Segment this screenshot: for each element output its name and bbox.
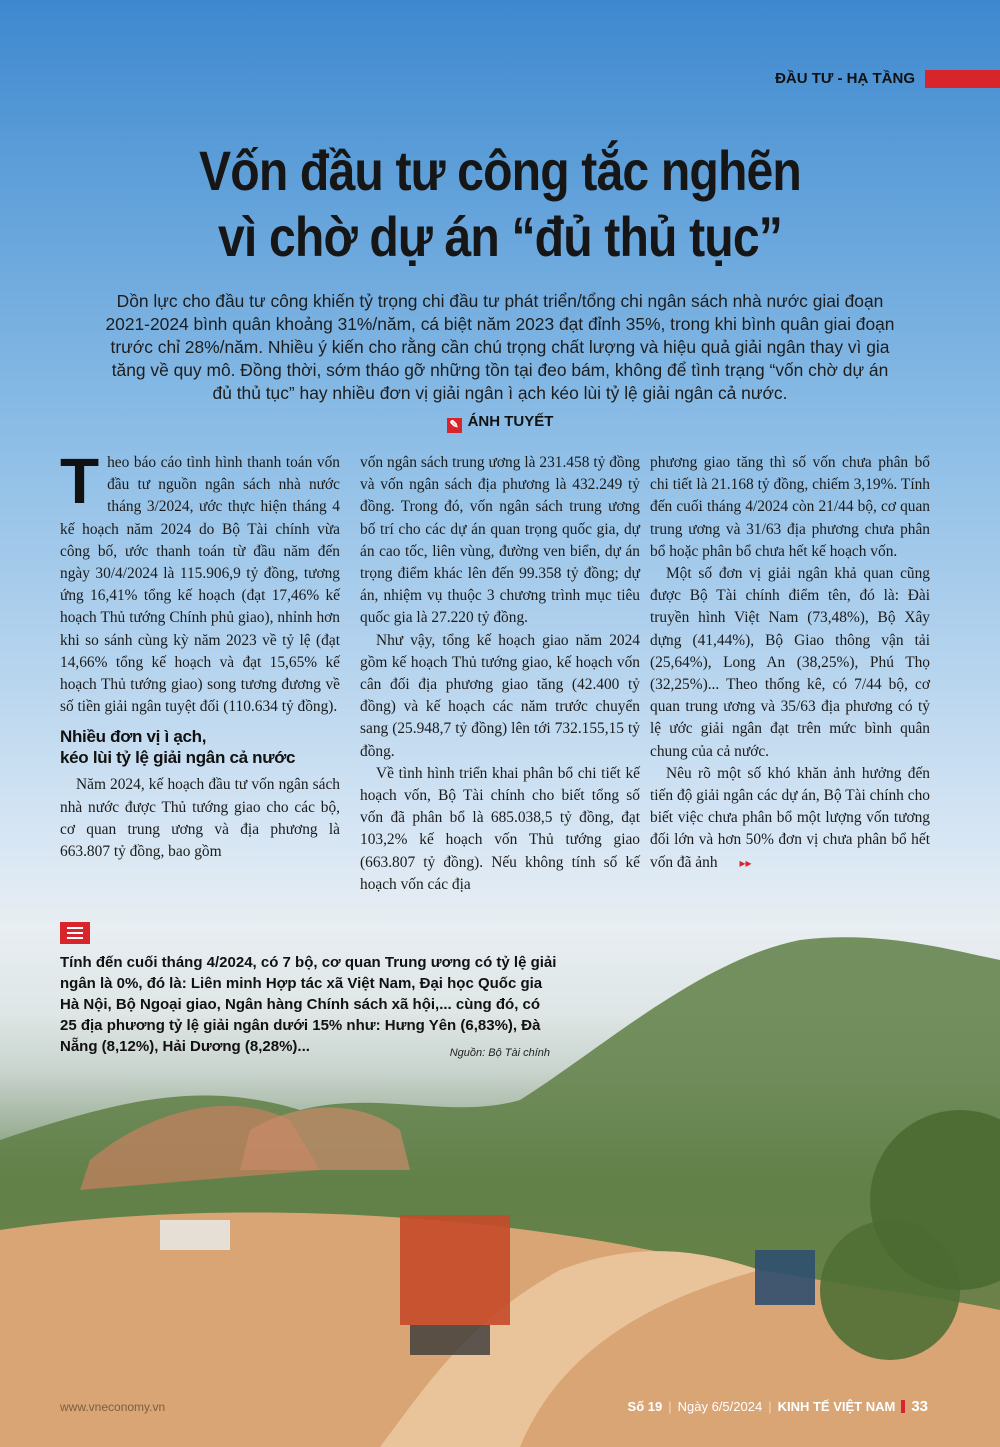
paragraph: Năm 2024, kế hoạch đầu tư vốn ngân sách nhà nước được Thủ tướng giao cho các bộ, cơ quan trung ương và địa phương là 663.807 tỷ đồng, bao gồm — [60, 776, 340, 861]
highlight-box-source: Nguồn: Bộ Tài chính — [449, 1047, 550, 1059]
footer-date: Ngày 6/5/2024 — [677, 1399, 763, 1414]
footer-marker — [901, 1400, 905, 1413]
body-column-3 — [650, 452, 930, 874]
subheading — [60, 726, 340, 768]
subheading-line-2: kéo lùi tỷ lệ giải ngân cả nước — [60, 748, 296, 768]
paragraph: vốn ngân sách trung ương là 231.458 tỷ đồng và vốn ngân sách địa phương là 432.249 tỷ đồng. Trong đó, vốn ngân sách trung ương bố trí cho các dự án quan trọng quốc gia, dự án cao tốc, liên vùng, đường ven biển, dự án trọng điểm khác lên đến 99.358 tỷ đồng; dự án, nhiệm vụ thuộc 3 chương trình mục tiêu quốc gia là 27.220 tỷ đồng. — [360, 454, 640, 627]
paragraph: Như vậy, tổng kế hoạch giao năm 2024 gồm kế hoạch Thủ tướng giao, kế hoạch vốn cân đối địa phương giao tăng (42.400 tỷ đồng) và kế hoạch các năm trước chuyển sang (25.948,7 tỷ đồng) lên tới 732.155,15 tỷ đồng. — [360, 631, 640, 760]
body-column-2 — [360, 452, 640, 896]
author-name: ÁNH TUYẾT — [467, 413, 554, 430]
article-lead: Dồn lực cho đầu tư công khiến tỷ trọng chi đầu tư phát triển/tổng chi ngân sách nhà nước giai đoạn 2021-2024 bình quân khoảng 31%/năm, cá biệt năm 2023 đạt đỉnh 35%, trong khi bình quân giai đoạn trước chỉ 28%/năm. Nhiều ý kiến cho rằng cần chú trọng chất lượng và hiệu quả giải ngân thay vì gia tăng về quy mô. Đồng thời, sớm tháo gỡ những tồn tại đeo bám, không để tình trạng “vốn chờ dự án đủ thủ tục” hay nhiều đơn vị giải ngân ì ạch kéo lùi tỷ lệ giải ngân cả nước. — [105, 291, 895, 403]
subheading-line-1: Nhiều đơn vị ì ạch, — [60, 727, 207, 747]
footer-magazine: KINH TẾ VIỆT NAM — [777, 1399, 896, 1414]
footer-issue: Số 19 — [627, 1399, 663, 1414]
section-label: ĐẦU TƯ - HẠ TẦNG — [775, 70, 915, 87]
highlight-box-text: Tính đến cuối tháng 4/2024, có 7 bộ, cơ quan Trung ương có tỷ lệ giải ngân là 0%, đó là: Liên minh Hợp tác xã Việt Nam, Đại học Quốc gia Hà Nội, Bộ Ngoại giao, Ngân hàng Chính sách xã hội,... cùng đó, có 25 địa phương tỷ lệ giải ngân dưới 15% như: Hưng Yên (6,83%), Đà Nẵng (8,12%), Hải Dương (8,28%)... — [60, 954, 557, 1055]
paragraph — [650, 763, 930, 874]
paragraph-text: Nêu rõ một số khó khăn ảnh hưởng đến tiến độ giải ngân các dự án, Bộ Tài chính cho biết việc chưa phân bổ một lượng vốn tương đối lớn và hơn 50% đơn vị chưa phân bổ hết vốn đã ảnh — [650, 764, 930, 871]
article-title — [122, 138, 879, 270]
body-column-1 — [60, 445, 340, 863]
note-list-icon — [60, 922, 90, 944]
drop-cap: T — [60, 445, 100, 517]
paragraph: heo báo cáo tình hình thanh toán vốn đầu tư nguồn ngân sách nhà nước tháng 3/2024, ước thực hiện tháng 4 kế hoạch năm 2024 do Bộ Tài chính vừa công bố, ước thanh toán từ đầu năm đến ngày 30/4/2024 là 115.906,9 tỷ đồng, tương ứng 16,41% tổng kế hoạch (đạt 17,46% kế hoạch Thủ tướng Chính phủ giao), nhỉnh hơn khi so sánh cùng kỳ năm 2023 về tỷ lệ (đạt 14,66% tổng kế hoạch và đạt 15,65% kế hoạch Thủ tướng giao) song tương đương về số tiền giải ngân tuyệt đối (110.634 tỷ đồng). — [60, 454, 340, 716]
continue-arrow-icon: ▸▸ — [739, 855, 752, 870]
page-number: 33 — [911, 1398, 928, 1415]
author-byline — [0, 413, 1000, 433]
title-line-2: vì chờ dự án “đủ thủ tục” — [218, 205, 782, 268]
paragraph: phương giao tăng thì số vốn chưa phân bổ chi tiết là 21.168 tỷ đồng, chiếm 3,19%. Tính đến cuối tháng 4/2024 còn 21/44 bộ, cơ quan trung ương và 31/63 địa phương chưa phân bổ hoặc phân bổ chưa hết kế hoạch vốn. — [650, 454, 930, 560]
section-bar — [925, 70, 1000, 88]
title-line-1: Vốn đầu tư công tắc nghẽn — [199, 139, 801, 202]
paragraph: Về tình hình triển khai phân bổ chi tiết kế hoạch vốn, Bộ Tài chính cho biết tổng số vốn đã phân bổ là 685.038,5 tỷ đồng, đạt 103,2% kế hoạch vốn Thủ tướng giao (663.807 tỷ đồng). Nếu không tính số kế hoạch vốn các địa — [360, 764, 640, 893]
paragraph: Một số đơn vị giải ngân khả quan cũng được Bộ Tài chính điểm tên, đó là: Đài truyền hình Việt Nam (73,48%), Bộ Xây dựng (41,44%), Bộ Giao thông vận tải (25,64%), Long An (38,25%), Phú Thọ (32,25%)... Theo thống kê, có 7/44 bộ, cơ quan trung ương và 35/63 địa phương có tỷ lệ ước giải ngân đạt trên mức bình quân chung của cả nước. — [650, 565, 930, 760]
pen-icon: ✎ — [447, 418, 462, 433]
page-footer: Số 19 | Ngày 6/5/2024 | KINH TẾ VIỆT NAM 33 — [627, 1398, 928, 1415]
footer-website: www.vneconomy.vn — [60, 1400, 166, 1414]
